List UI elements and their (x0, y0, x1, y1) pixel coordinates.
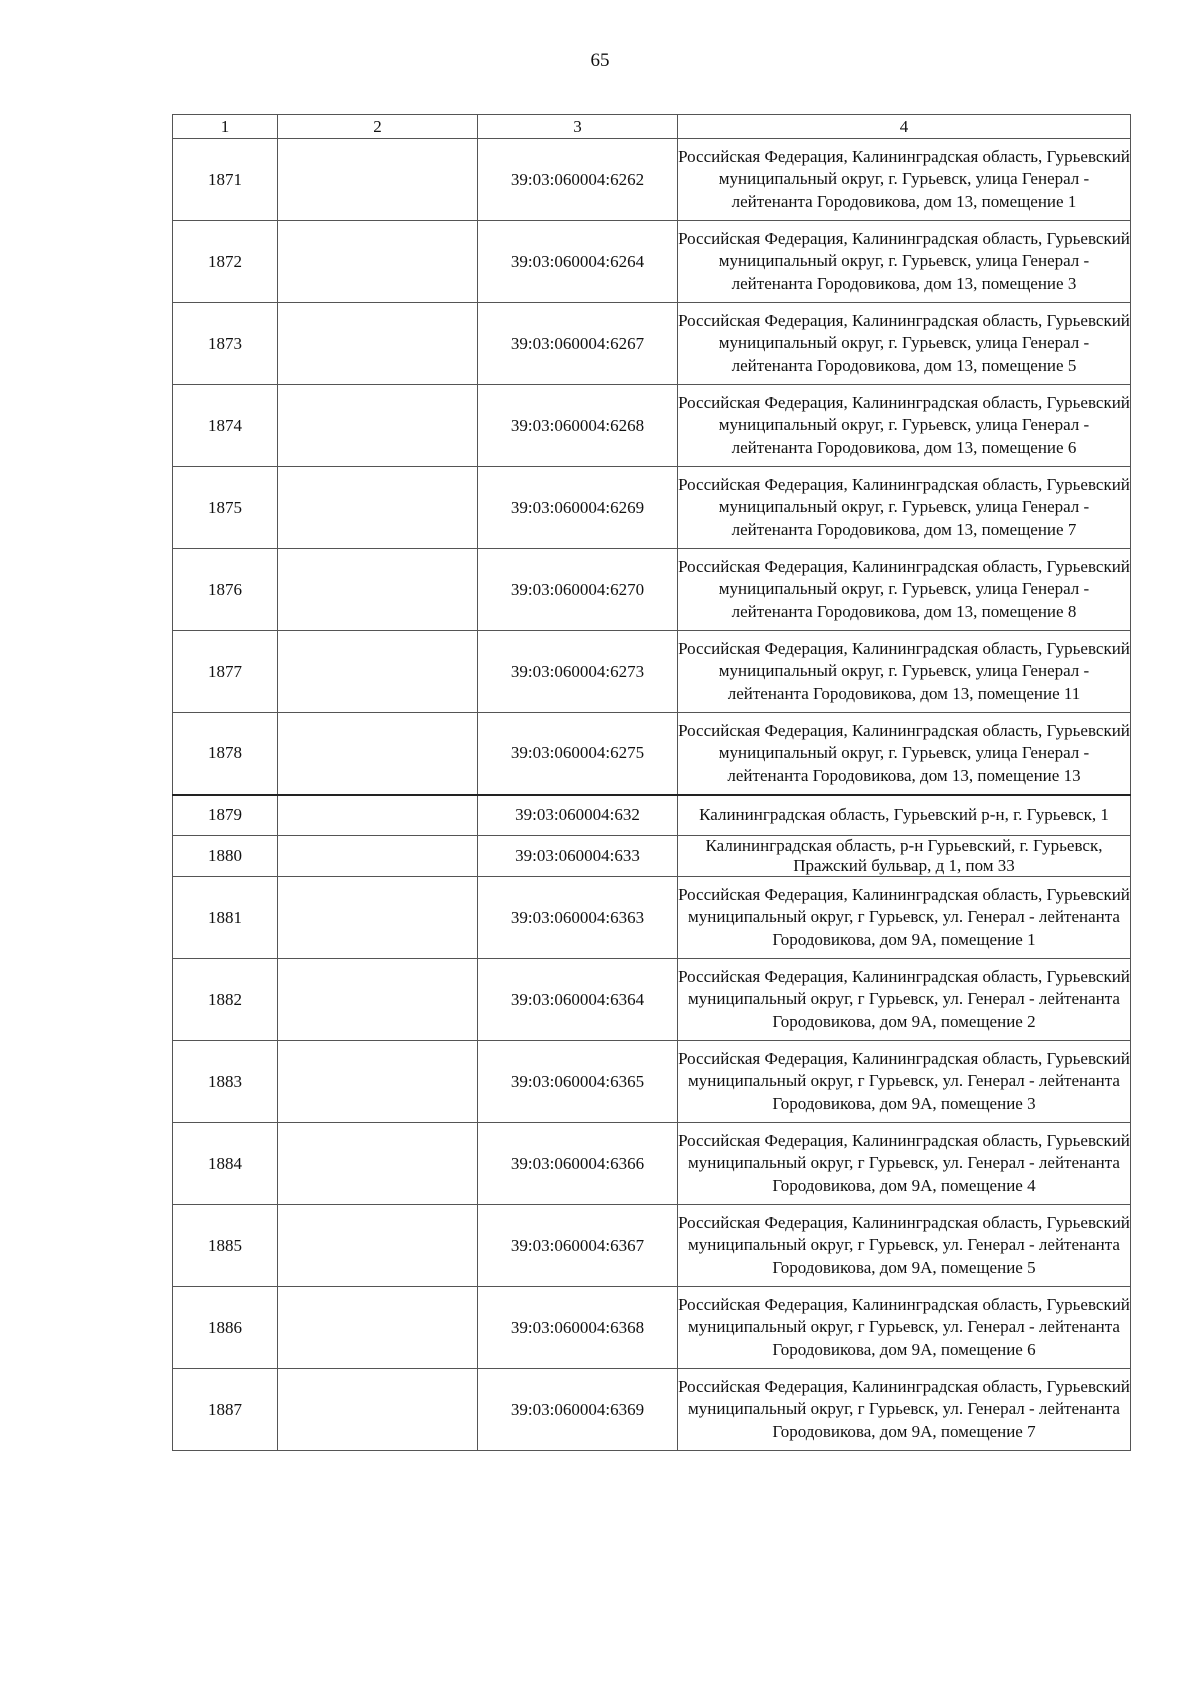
table-row (173, 1123, 1131, 1205)
cadastral-number-cell: 39:03:060004:6366 (478, 1123, 678, 1205)
row-number-cell: 1878 (173, 713, 278, 795)
address-cell: Российская Федерация, Калининградская область, Гурьевский муниципальный округ, г Гурьевск, ул. Генерал - лейтенанта Городовикова, дом 9А, помещение 3 (678, 1041, 1131, 1123)
address-cell: Российская Федерация, Калининградская область, Гурьевский муниципальный округ, г. Гурьевск, улица Генерал - лейтенанта Городовикова, дом 13, помещение 1 (678, 139, 1131, 221)
table-row (173, 795, 1131, 836)
row-number-cell: 1874 (173, 385, 278, 467)
column-header: 3 (478, 115, 678, 139)
row-number-cell: 1880 (173, 836, 278, 877)
table-row (173, 836, 1131, 877)
column-2-cell (278, 713, 478, 795)
column-2-cell (278, 1205, 478, 1287)
table-row (173, 631, 1131, 713)
row-number-cell: 1884 (173, 1123, 278, 1205)
table-row (173, 713, 1131, 795)
table-row (173, 221, 1131, 303)
row-number-cell: 1887 (173, 1369, 278, 1451)
cadastral-number-cell: 39:03:060004:6364 (478, 959, 678, 1041)
cadastral-number-cell: 39:03:060004:6270 (478, 549, 678, 631)
table-row (173, 467, 1131, 549)
cadastral-number-cell: 39:03:060004:6264 (478, 221, 678, 303)
cadastral-number-cell: 39:03:060004:6363 (478, 877, 678, 959)
column-2-cell (278, 139, 478, 221)
cadastral-number-cell: 39:03:060004:632 (478, 795, 678, 836)
column-2-cell (278, 385, 478, 467)
cadastral-number-cell: 39:03:060004:6367 (478, 1205, 678, 1287)
column-2-cell (278, 467, 478, 549)
cadastral-number-cell: 39:03:060004:6268 (478, 385, 678, 467)
address-cell: Российская Федерация, Калининградская область, Гурьевский муниципальный округ, г. Гурьевск, улица Генерал - лейтенанта Городовикова, дом 13, помещение 3 (678, 221, 1131, 303)
cadastral-number-cell: 39:03:060004:6365 (478, 1041, 678, 1123)
column-2-cell (278, 549, 478, 631)
address-cell: Российская Федерация, Калининградская область, Гурьевский муниципальный округ, г Гурьевск, ул. Генерал - лейтенанта Городовикова, дом 9А, помещение 7 (678, 1369, 1131, 1451)
table-row (173, 1041, 1131, 1123)
table-row (173, 303, 1131, 385)
column-2-cell (278, 795, 478, 836)
address-cell: Российская Федерация, Калининградская область, Гурьевский муниципальный округ, г Гурьевск, ул. Генерал - лейтенанта Городовикова, дом 9А, помещение 5 (678, 1205, 1131, 1287)
column-2-cell (278, 221, 478, 303)
address-cell: Российская Федерация, Калининградская область, Гурьевский муниципальный округ, г. Гурьевск, улица Генерал - лейтенанта Городовикова, дом 13, помещение 11 (678, 631, 1131, 713)
row-number-cell: 1883 (173, 1041, 278, 1123)
row-number-cell: 1876 (173, 549, 278, 631)
address-cell: Российская Федерация, Калининградская область, Гурьевский муниципальный округ, г Гурьевск, ул. Генерал - лейтенанта Городовикова, дом 9А, помещение 4 (678, 1123, 1131, 1205)
column-2-cell (278, 1123, 478, 1205)
address-cell: Российская Федерация, Калининградская область, Гурьевский муниципальный округ, г Гурьевск, ул. Генерал - лейтенанта Городовикова, дом 9А, помещение 2 (678, 959, 1131, 1041)
cadastral-number-cell: 39:03:060004:633 (478, 836, 678, 877)
row-number-cell: 1872 (173, 221, 278, 303)
column-2-cell (278, 631, 478, 713)
cadastral-number-cell: 39:03:060004:6275 (478, 713, 678, 795)
table-row (173, 877, 1131, 959)
address-cell: Калининградская область, Гурьевский р-н, г. Гурьевск, 1 (678, 795, 1131, 836)
table-row (173, 1287, 1131, 1369)
table-row (173, 1369, 1131, 1451)
row-number-cell: 1877 (173, 631, 278, 713)
row-number-cell: 1882 (173, 959, 278, 1041)
row-number-cell: 1881 (173, 877, 278, 959)
column-2-cell (278, 1369, 478, 1451)
address-cell: Российская Федерация, Калининградская область, Гурьевский муниципальный округ, г Гурьевск, ул. Генерал - лейтенанта Городовикова, дом 9А, помещение 1 (678, 877, 1131, 959)
column-2-cell (278, 303, 478, 385)
cadastral-number-cell: 39:03:060004:6269 (478, 467, 678, 549)
cadastral-number-cell: 39:03:060004:6267 (478, 303, 678, 385)
row-number-cell: 1879 (173, 795, 278, 836)
address-cell: Российская Федерация, Калининградская область, Гурьевский муниципальный округ, г. Гурьевск, улица Генерал - лейтенанта Городовикова, дом 13, помещение 8 (678, 549, 1131, 631)
registry-table (172, 114, 1131, 1451)
address-cell: Российская Федерация, Калининградская область, Гурьевский муниципальный округ, г. Гурьевск, улица Генерал - лейтенанта Городовикова, дом 13, помещение 13 (678, 713, 1131, 795)
cadastral-number-cell: 39:03:060004:6368 (478, 1287, 678, 1369)
row-number-cell: 1871 (173, 139, 278, 221)
row-number-cell: 1875 (173, 467, 278, 549)
address-cell: Российская Федерация, Калининградская область, Гурьевский муниципальный округ, г. Гурьевск, улица Генерал - лейтенанта Городовикова, дом 13, помещение 5 (678, 303, 1131, 385)
table-row (173, 549, 1131, 631)
row-number-cell: 1885 (173, 1205, 278, 1287)
column-2-cell (278, 877, 478, 959)
column-2-cell (278, 836, 478, 877)
address-cell: Калининградская область, р-н Гурьевский, г. Гурьевск, Пражский бульвар, д 1, пом 33 (678, 836, 1131, 877)
table-row (173, 139, 1131, 221)
column-2-cell (278, 1287, 478, 1369)
address-cell: Российская Федерация, Калининградская область, Гурьевский муниципальный округ, г. Гурьевск, улица Генерал - лейтенанта Городовикова, дом 13, помещение 6 (678, 385, 1131, 467)
table-row (173, 385, 1131, 467)
cadastral-number-cell: 39:03:060004:6262 (478, 139, 678, 221)
column-header: 2 (278, 115, 478, 139)
column-header: 4 (678, 115, 1131, 139)
table-header-row (173, 115, 1131, 139)
row-number-cell: 1886 (173, 1287, 278, 1369)
address-cell: Российская Федерация, Калининградская область, Гурьевский муниципальный округ, г Гурьевск, ул. Генерал - лейтенанта Городовикова, дом 9А, помещение 6 (678, 1287, 1131, 1369)
row-number-cell: 1873 (173, 303, 278, 385)
column-2-cell (278, 1041, 478, 1123)
column-header: 1 (173, 115, 278, 139)
table-row (173, 1205, 1131, 1287)
cadastral-number-cell: 39:03:060004:6273 (478, 631, 678, 713)
page-number: 65 (590, 50, 610, 71)
address-cell: Российская Федерация, Калининградская область, Гурьевский муниципальный округ, г. Гурьевск, улица Генерал - лейтенанта Городовикова, дом 13, помещение 7 (678, 467, 1131, 549)
cadastral-number-cell: 39:03:060004:6369 (478, 1369, 678, 1451)
column-2-cell (278, 959, 478, 1041)
table-row (173, 959, 1131, 1041)
